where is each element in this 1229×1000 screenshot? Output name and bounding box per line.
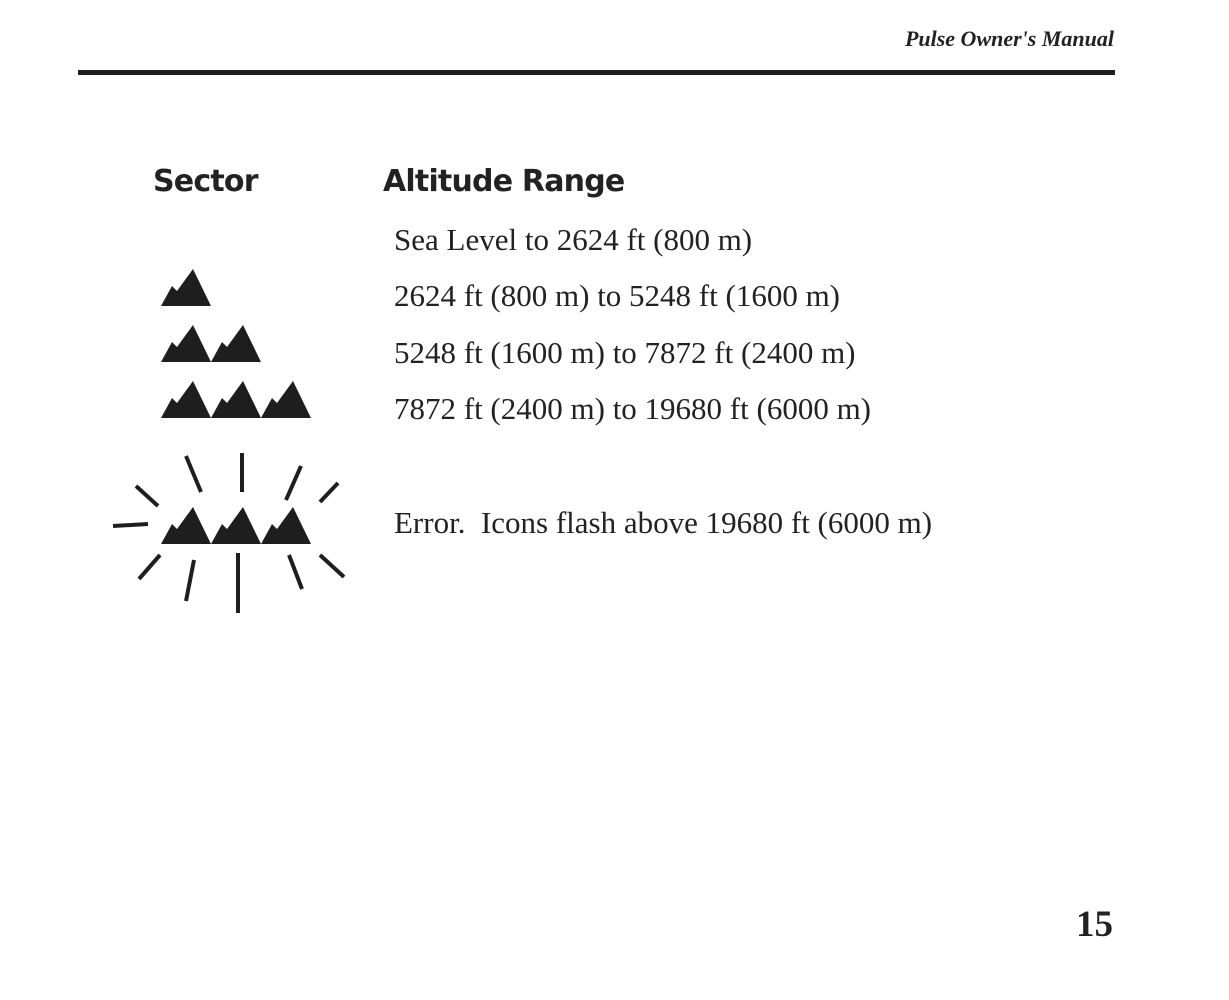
sector-icon-3 [160, 380, 314, 420]
sector-icon-error-flashing [108, 448, 354, 618]
mountain-icon [261, 381, 311, 418]
page-number: 15 [1076, 904, 1113, 945]
mountain-icon [161, 381, 211, 418]
mountain-icon-group [161, 507, 311, 544]
mountain-icon [261, 507, 311, 544]
column-header-altitude-range: Altitude Range [383, 164, 625, 199]
column-header-sector: Sector [153, 164, 258, 199]
altitude-range-row-3: 5248 ft (1600 m) to 7872 ft (2400 m) [394, 335, 856, 370]
mountain-icon [211, 381, 261, 418]
sector-icon-1 [160, 268, 214, 308]
sector-icon-2 [160, 324, 264, 364]
mountain-icon [211, 507, 261, 544]
altitude-range-row-2: 2624 ft (800 m) to 5248 ft (1600 m) [394, 278, 841, 313]
mountain-icon [161, 325, 211, 362]
mountain-icon [161, 269, 211, 306]
header-rule [78, 70, 1115, 75]
altitude-range-error: Error. Icons flash above 19680 ft (6000 m) [394, 505, 933, 540]
altitude-range-row-4: 7872 ft (2400 m) to 19680 ft (6000 m) [394, 391, 872, 426]
altitude-range-row-1: Sea Level to 2624 ft (800 m) [394, 222, 753, 257]
running-head: Pulse Owner's Manual [904, 26, 1114, 51]
mountain-icon [161, 507, 211, 544]
mountain-icon [211, 325, 261, 362]
